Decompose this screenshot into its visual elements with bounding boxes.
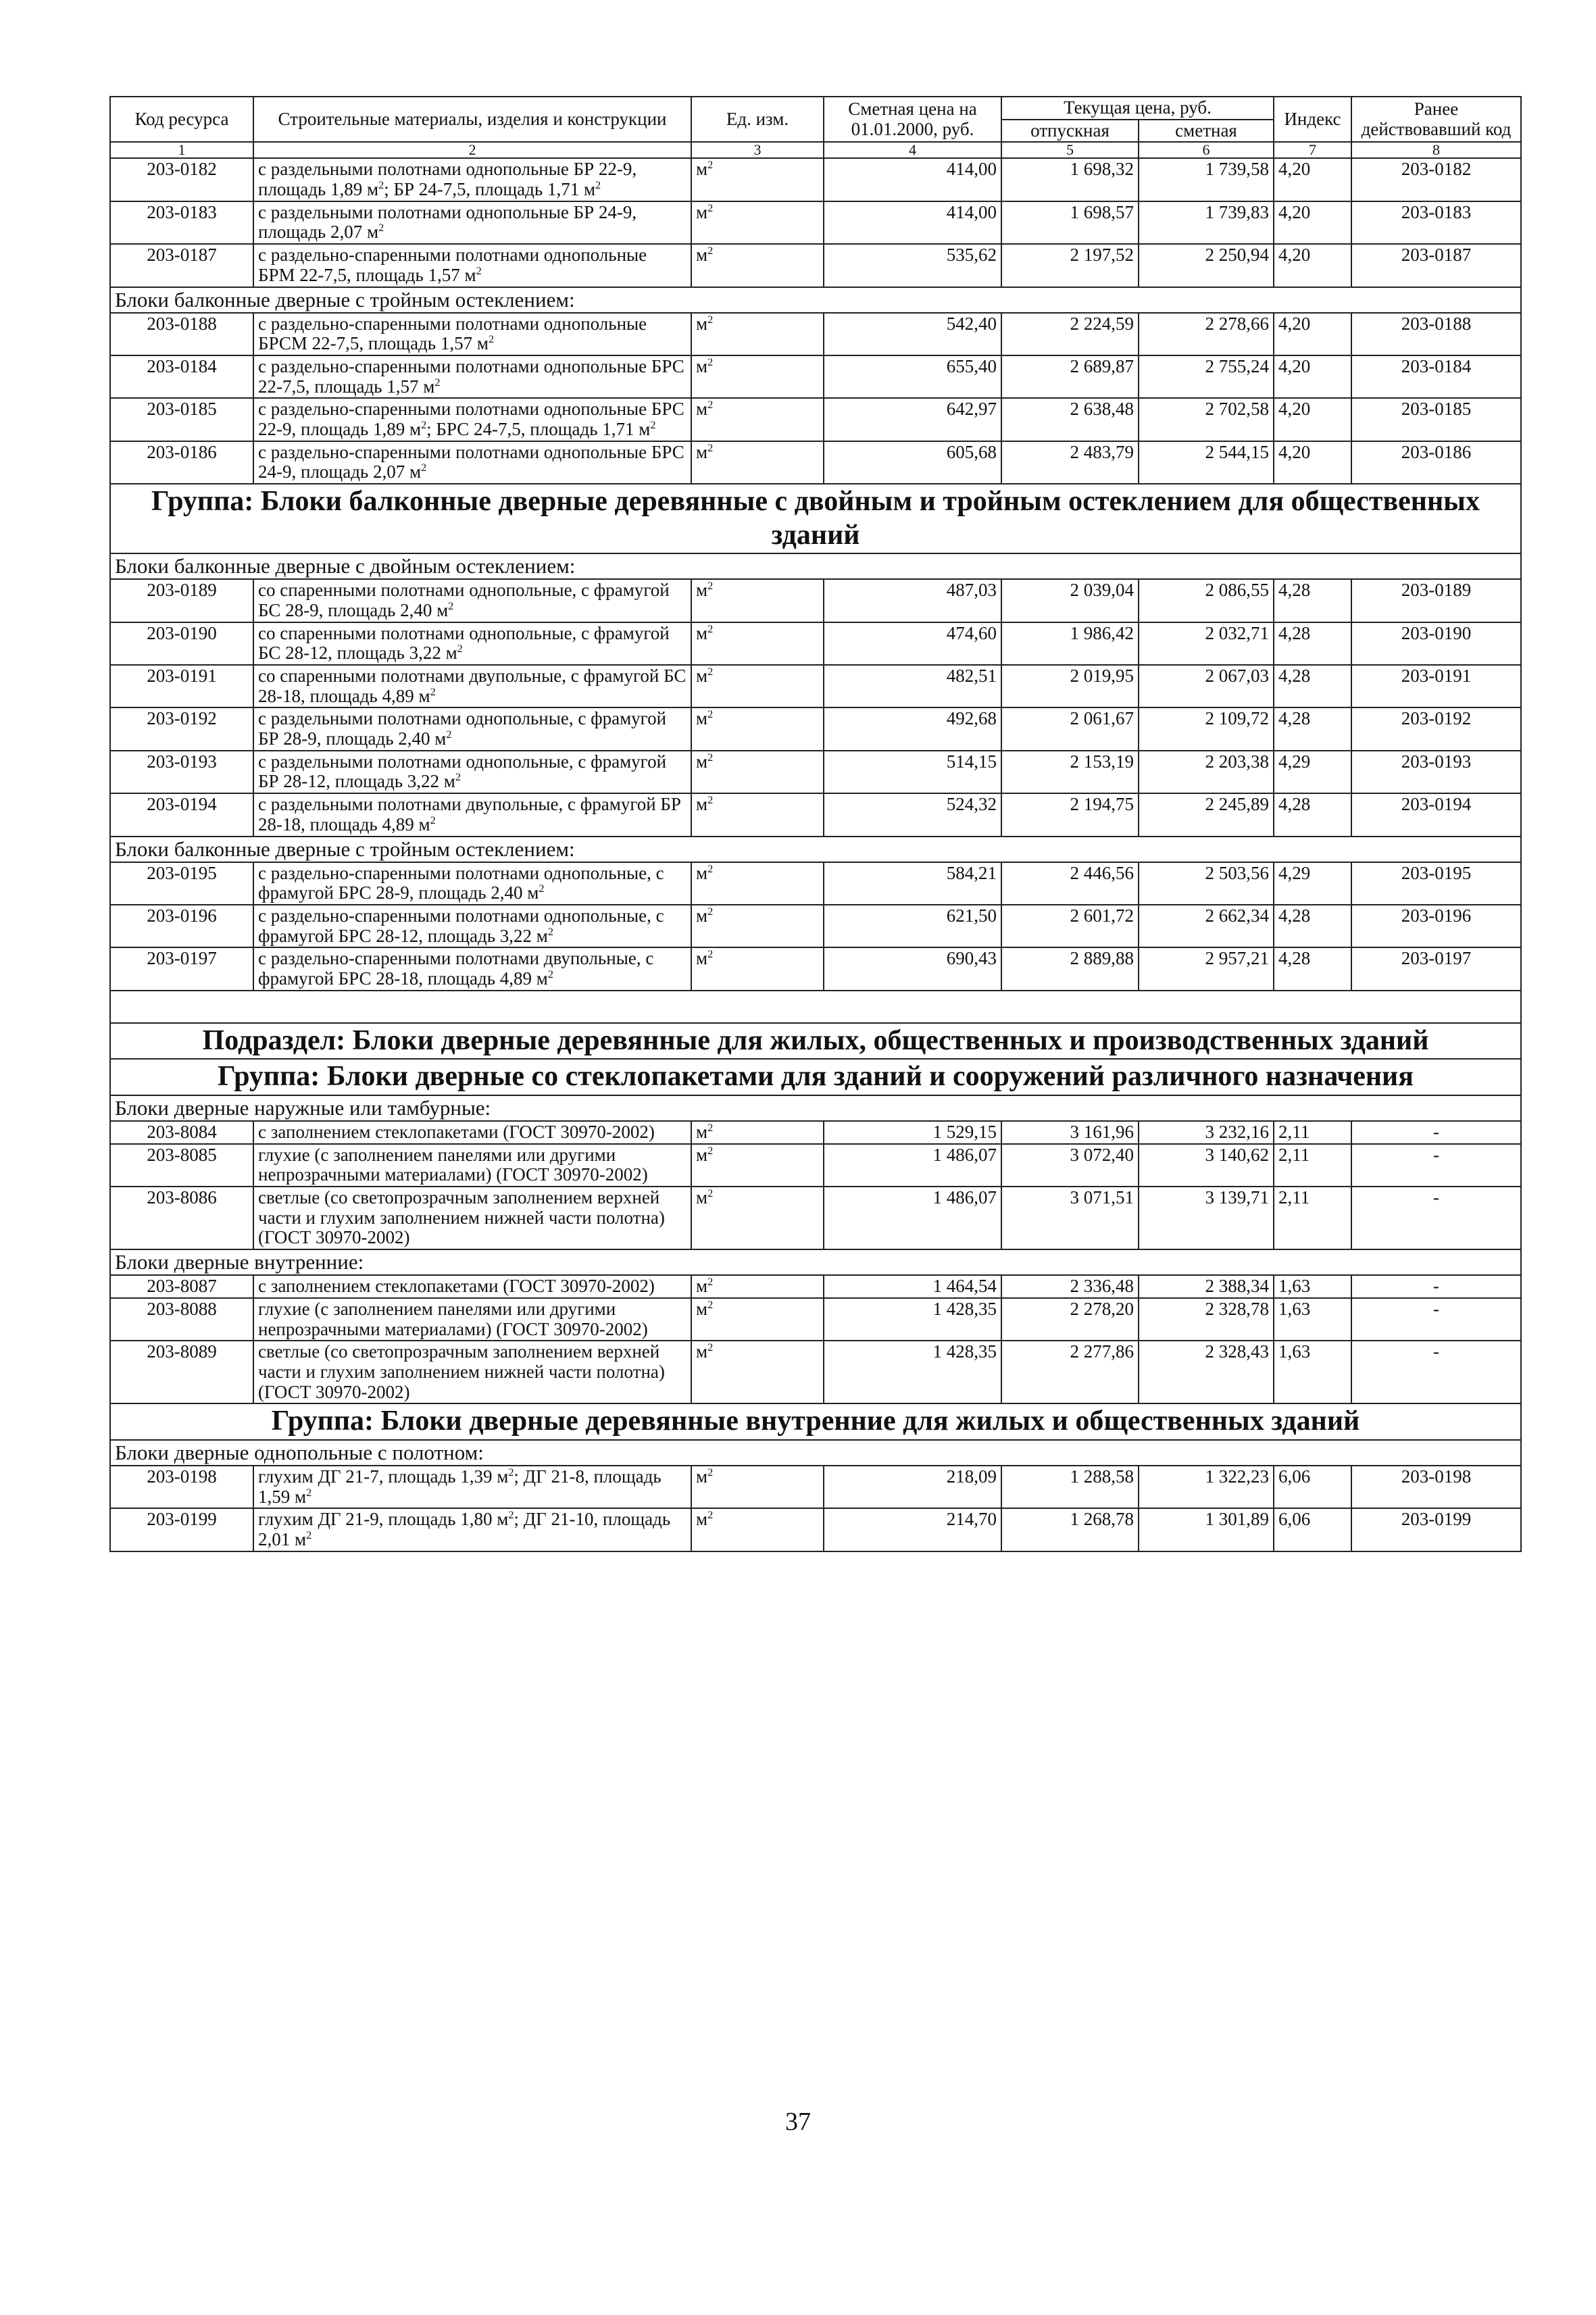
item-description: с раздельно-спаренными полотнами однопольные БРС 22-9, площадь 1,89 $м^2$; БРС 24-7,5, площадь 1,71 $м^2$ [253,398,691,441]
wholesale-price-cell: 3 071,51 [1001,1187,1139,1249]
index-cell: 4,28 [1274,707,1351,750]
unit-cell: $м^2$ [691,158,824,201]
wholesale-price-cell: 2 689,87 [1001,355,1139,398]
old-code-cell: 203-0192 [1351,707,1521,750]
unit-cell: $м^2$ [691,793,824,836]
estimate-price-cell: 2 544,15 [1139,441,1274,484]
resource-code: 203-8086 [110,1187,253,1249]
column-number: 7 [1274,142,1351,158]
unit-cell: $м^2$ [691,398,824,441]
price-2000-cell: 584,21 [824,862,1001,905]
old-code-cell: 203-0199 [1351,1508,1521,1551]
table-row [110,1121,1521,1144]
index-cell: 4,20 [1274,355,1351,398]
estimate-price-cell: 1 739,83 [1139,201,1274,244]
group-heading: Подраздел: Блоки дверные деревянные для жилых, общественных и производственных зданий [110,1023,1521,1060]
table-row [110,1466,1521,1508]
index-cell: 4,28 [1274,665,1351,707]
column-numbers-row [110,142,1521,158]
old-code-cell: 203-0189 [1351,579,1521,622]
old-code-cell: 203-0191 [1351,665,1521,707]
estimate-price-cell: 2 702,58 [1139,398,1274,441]
index-cell: 2,11 [1274,1121,1351,1144]
unit-cell: $м^2$ [691,201,824,244]
price-2000-cell: 535,62 [824,244,1001,287]
item-description: с раздельными полотнами двупольные, с фрамугой БР 28-18, площадь 4,89 $м^2$ [253,793,691,836]
item-description: с раздельными полотнами однопольные БР 22-9, площадь 1,89 $м^2$; БР 24-7,5, площадь 1,71 $м^2$ [253,158,691,201]
item-description: глухим ДГ 21-7, площадь 1,39 $м^2$; ДГ 21-8, площадь 1,59 $м^2$ [253,1466,691,1508]
group-heading: Группа: Блоки балконные дверные деревянные с двойным и тройным остеклением для общественных зданий [110,484,1521,553]
resource-code: 203-0187 [110,244,253,287]
unit-cell: $м^2$ [691,862,824,905]
resource-code: 203-8084 [110,1121,253,1144]
unit-cell: $м^2$ [691,313,824,355]
wholesale-price-cell: 1 288,58 [1001,1466,1139,1508]
header-current-price: Текущая цена, руб. [1001,97,1274,120]
resource-code: 203-8087 [110,1275,253,1298]
column-number: 8 [1351,142,1521,158]
old-code-cell: 203-0183 [1351,201,1521,244]
item-description: с раздельно-спаренными полотнами однопольные БРС 24-9, площадь 2,07 $м^2$ [253,441,691,484]
estimate-price-cell: 2 662,34 [1139,905,1274,947]
estimate-price-cell: 2 328,78 [1139,1298,1274,1341]
price-table [109,96,1522,1552]
index-cell: 4,20 [1274,158,1351,201]
old-code-cell: - [1351,1187,1521,1249]
table-row [110,751,1521,793]
wholesale-price-cell: 1 268,78 [1001,1508,1139,1551]
wholesale-price-cell: 2 061,67 [1001,707,1139,750]
index-cell: 4,20 [1274,441,1351,484]
unit-cell: $м^2$ [691,905,824,947]
wholesale-price-cell: 1 698,32 [1001,158,1139,201]
price-2000-cell: 218,09 [824,1466,1001,1508]
table-row [110,707,1521,750]
index-cell: 4,29 [1274,862,1351,905]
unit-cell: $м^2$ [691,1341,824,1403]
subheading-row [110,837,1521,862]
old-code-cell: 203-0184 [1351,355,1521,398]
column-number: 1 [110,142,253,158]
estimate-price-cell: 2 109,72 [1139,707,1274,750]
table-row [110,1298,1521,1341]
table-row [110,158,1521,201]
header-code: Код ресурса [110,97,253,142]
resource-code: 203-0195 [110,862,253,905]
old-code-cell: 203-0187 [1351,244,1521,287]
price-2000-cell: 1 486,07 [824,1144,1001,1187]
price-2000-cell: 474,60 [824,622,1001,665]
estimate-price-cell: 2 755,24 [1139,355,1274,398]
price-2000-cell: 1 486,07 [824,1187,1001,1249]
table-row [110,1275,1521,1298]
wholesale-price-cell: 1 698,57 [1001,201,1139,244]
index-cell: 4,28 [1274,793,1351,836]
price-2000-cell: 642,97 [824,398,1001,441]
resource-code: 203-8085 [110,1144,253,1187]
old-code-cell: 203-0197 [1351,947,1521,990]
group-heading: Группа: Блоки дверные со стеклопакетами для зданий и сооружений различного назначения [110,1059,1521,1095]
item-description: глухие (с заполнением панелями или другими непрозрачными материалами) (ГОСТ 30970-2002) [253,1298,691,1341]
header-index: Индекс [1274,97,1351,142]
wholesale-price-cell: 2 277,86 [1001,1341,1139,1403]
wholesale-price-cell: 2 197,52 [1001,244,1139,287]
header-price-2000: Сметная цена на 01.01.2000, руб. [824,97,1001,142]
table-row [110,244,1521,287]
wholesale-price-cell: 3 072,40 [1001,1144,1139,1187]
index-cell: 4,28 [1274,579,1351,622]
resource-code: 203-0189 [110,579,253,622]
table-row [110,1508,1521,1551]
unit-cell: $м^2$ [691,1466,824,1508]
wholesale-price-cell: 2 019,95 [1001,665,1139,707]
header-wholesale: отпускная [1001,120,1139,143]
resource-code: 203-0183 [110,201,253,244]
resource-code: 203-0197 [110,947,253,990]
estimate-price-cell: 2 067,03 [1139,665,1274,707]
estimate-price-cell: 3 232,16 [1139,1121,1274,1144]
table-row [110,355,1521,398]
index-cell: 6,06 [1274,1508,1351,1551]
resource-code: 203-8089 [110,1341,253,1403]
old-code-cell: 203-0188 [1351,313,1521,355]
item-description: с раздельно-спаренными полотнами двупольные, с фрамугой БРС 28-18, площадь 4,89 $м^2$ [253,947,691,990]
resource-code: 203-0194 [110,793,253,836]
resource-code: 203-0191 [110,665,253,707]
wholesale-price-cell: 2 446,56 [1001,862,1139,905]
subheading: Блоки дверные наружные или тамбурные: [110,1095,1521,1121]
resource-code: 203-0196 [110,905,253,947]
old-code-cell: 203-0198 [1351,1466,1521,1508]
unit-cell: $м^2$ [691,355,824,398]
estimate-price-cell: 2 250,94 [1139,244,1274,287]
estimate-price-cell: 2 245,89 [1139,793,1274,836]
wholesale-price-cell: 2 889,88 [1001,947,1139,990]
index-cell: 4,28 [1274,947,1351,990]
resource-code: 203-0198 [110,1466,253,1508]
column-number: 4 [824,142,1001,158]
price-2000-cell: 1 428,35 [824,1298,1001,1341]
item-description: со спаренными полотнами однопольные, с фрамугой БС 28-12, площадь 3,22 $м^2$ [253,622,691,665]
group-heading-row [110,1059,1521,1095]
price-2000-cell: 605,68 [824,441,1001,484]
index-cell: 1,63 [1274,1275,1351,1298]
price-2000-cell: 542,40 [824,313,1001,355]
item-description: с раздельными полотнами однопольные БР 24-9, площадь 2,07 $м^2$ [253,201,691,244]
index-cell: 4,28 [1274,905,1351,947]
old-code-cell: 203-0196 [1351,905,1521,947]
table-row [110,579,1521,622]
item-description: со спаренными полотнами однопольные, с фрамугой БС 28-9, площадь 2,40 $м^2$ [253,579,691,622]
table-row [110,1187,1521,1249]
item-description: с заполнением стеклопакетами (ГОСТ 30970-2002) [253,1121,691,1144]
unit-cell: $м^2$ [691,244,824,287]
unit-cell: $м^2$ [691,1508,824,1551]
unit-cell: $м^2$ [691,1298,824,1341]
estimate-price-cell: 2 388,34 [1139,1275,1274,1298]
subheading-row [110,553,1521,579]
column-number: 2 [253,142,691,158]
table-row [110,905,1521,947]
subheading-row [110,1440,1521,1466]
index-cell: 1,63 [1274,1298,1351,1341]
item-description: глухим ДГ 21-9, площадь 1,80 $м^2$; ДГ 21-10, площадь 2,01 $м^2$ [253,1508,691,1551]
page-number: 37 [785,2108,811,2136]
estimate-price-cell: 2 203,38 [1139,751,1274,793]
unit-cell: $м^2$ [691,441,824,484]
column-number: 3 [691,142,824,158]
unit-cell: $м^2$ [691,1121,824,1144]
unit-cell: $м^2$ [691,947,824,990]
item-description: со спаренными полотнами двупольные, с фрамугой БС 28-18, площадь 4,89 $м^2$ [253,665,691,707]
price-2000-cell: 214,70 [824,1508,1001,1551]
resource-code: 203-0192 [110,707,253,750]
table-header [110,97,1521,158]
subheading: Блоки балконные дверные с двойным остеклением: [110,553,1521,579]
resource-code: 203-0182 [110,158,253,201]
estimate-price-cell: 2 278,66 [1139,313,1274,355]
subheading-row [110,1095,1521,1121]
estimate-price-cell: 2 032,71 [1139,622,1274,665]
wholesale-price-cell: 1 986,42 [1001,622,1139,665]
index-cell: 4,20 [1274,201,1351,244]
wholesale-price-cell: 2 153,19 [1001,751,1139,793]
price-2000-cell: 1 529,15 [824,1121,1001,1144]
wholesale-price-cell: 2 194,75 [1001,793,1139,836]
old-code-cell: - [1351,1298,1521,1341]
table-row [110,1341,1521,1403]
old-code-cell: 203-0185 [1351,398,1521,441]
old-code-cell: 203-0194 [1351,793,1521,836]
wholesale-price-cell: 2 638,48 [1001,398,1139,441]
index-cell: 2,11 [1274,1144,1351,1187]
wholesale-price-cell: 3 161,96 [1001,1121,1139,1144]
header-unit: Ед. изм. [691,97,824,142]
item-description: с раздельно-спаренными полотнами однопольные БРС 22-7,5, площадь 1,57 $м^2$ [253,355,691,398]
price-2000-cell: 524,32 [824,793,1001,836]
estimate-price-cell: 2 328,43 [1139,1341,1274,1403]
resource-code: 203-0190 [110,622,253,665]
old-code-cell: - [1351,1275,1521,1298]
table-row [110,398,1521,441]
item-description: с раздельно-спаренными полотнами однопольные, с фрамугой БРС 28-9, площадь 2,40 $м^2$ [253,862,691,905]
old-code-cell: - [1351,1121,1521,1144]
estimate-price-cell: 1 739,58 [1139,158,1274,201]
wholesale-price-cell: 2 224,59 [1001,313,1139,355]
index-cell: 2,11 [1274,1187,1351,1249]
subheading-row [110,287,1521,313]
subheading: Блоки дверные однопольные с полотном: [110,1440,1521,1466]
price-2000-cell: 487,03 [824,579,1001,622]
estimate-price-cell: 2 957,21 [1139,947,1274,990]
old-code-cell: - [1351,1144,1521,1187]
group-heading-row [110,484,1521,553]
price-2000-cell: 1 464,54 [824,1275,1001,1298]
item-description: с раздельно-спаренными полотнами однопольные БРСМ 22-7,5, площадь 1,57 $м^2$ [253,313,691,355]
unit-cell: $м^2$ [691,1144,824,1187]
unit-cell: $м^2$ [691,1187,824,1249]
wholesale-price-cell: 2 483,79 [1001,441,1139,484]
unit-cell: $м^2$ [691,579,824,622]
wholesale-price-cell: 2 336,48 [1001,1275,1139,1298]
table-row [110,1144,1521,1187]
item-description: с раздельными полотнами однопольные, с фрамугой БР 28-9, площадь 2,40 $м^2$ [253,707,691,750]
index-cell: 4,28 [1274,622,1351,665]
price-2000-cell: 514,15 [824,751,1001,793]
old-code-cell: 203-0190 [1351,622,1521,665]
index-cell: 4,29 [1274,751,1351,793]
resource-code: 203-0185 [110,398,253,441]
old-code-cell: 203-0182 [1351,158,1521,201]
unit-cell: $м^2$ [691,622,824,665]
old-code-cell: 203-0186 [1351,441,1521,484]
index-cell: 1,63 [1274,1341,1351,1403]
price-2000-cell: 414,00 [824,201,1001,244]
resource-code: 203-0199 [110,1508,253,1551]
index-cell: 6,06 [1274,1466,1351,1508]
table-row [110,622,1521,665]
table-row [110,862,1521,905]
wholesale-price-cell: 2 278,20 [1001,1298,1139,1341]
wholesale-price-cell: 2 039,04 [1001,579,1139,622]
estimate-price-cell: 1 301,89 [1139,1508,1274,1551]
item-description: глухие (с заполнением панелями или другими непрозрачными материалами) (ГОСТ 30970-2002) [253,1144,691,1187]
table-row [110,793,1521,836]
resource-code: 203-0188 [110,313,253,355]
subheading: Блоки балконные дверные с тройным остеклением: [110,287,1521,313]
column-number: 5 [1001,142,1139,158]
price-2000-cell: 690,43 [824,947,1001,990]
unit-cell: $м^2$ [691,751,824,793]
old-code-cell: - [1351,1341,1521,1403]
group-heading-row [110,1023,1521,1060]
price-2000-cell: 621,50 [824,905,1001,947]
subheading: Блоки балконные дверные с тройным остеклением: [110,837,1521,862]
group-heading-row [110,1403,1521,1440]
table-row [110,947,1521,990]
table-row [110,441,1521,484]
item-description: с раздельно-спаренными полотнами однопольные БРМ 22-7,5, площадь 1,57 $м^2$ [253,244,691,287]
price-2000-cell: 655,40 [824,355,1001,398]
estimate-price-cell: 3 140,62 [1139,1144,1274,1187]
estimate-price-cell: 3 139,71 [1139,1187,1274,1249]
old-code-cell: 203-0193 [1351,751,1521,793]
wholesale-price-cell: 2 601,72 [1001,905,1139,947]
unit-cell: $м^2$ [691,665,824,707]
subheading: Блоки дверные внутренние: [110,1249,1521,1275]
spacer [110,991,1521,1023]
estimate-price-cell: 2 086,55 [1139,579,1274,622]
index-cell: 4,20 [1274,244,1351,287]
header-name: Строительные материалы, изделия и конструкции [253,97,691,142]
table-row [110,201,1521,244]
item-description: светлые (со светопрозрачным заполнением верхней части и глухим заполнением нижней части полотна) (ГОСТ 30970-2002) [253,1341,691,1403]
resource-code: 203-0193 [110,751,253,793]
resource-code: 203-8088 [110,1298,253,1341]
estimate-price-cell: 1 322,23 [1139,1466,1274,1508]
item-description: с раздельно-спаренными полотнами однопольные, с фрамугой БРС 28-12, площадь 3,22 $м^2$ [253,905,691,947]
item-description: с заполнением стеклопакетами (ГОСТ 30970-2002) [253,1275,691,1298]
table-row [110,313,1521,355]
spacer-row [110,991,1521,1023]
group-heading: Группа: Блоки дверные деревянные внутренние для жилых и общественных зданий [110,1403,1521,1440]
header-old-code: Ранее действовавший код [1351,97,1521,142]
subheading-row [110,1249,1521,1275]
table-body [110,158,1521,1551]
resource-code: 203-0186 [110,441,253,484]
price-2000-cell: 1 428,35 [824,1341,1001,1403]
price-2000-cell: 492,68 [824,707,1001,750]
price-2000-cell: 482,51 [824,665,1001,707]
price-2000-cell: 414,00 [824,158,1001,201]
column-number: 6 [1139,142,1274,158]
old-code-cell: 203-0195 [1351,862,1521,905]
resource-code: 203-0184 [110,355,253,398]
header-estimate: сметная [1139,120,1274,143]
table-row [110,665,1521,707]
item-description: с раздельными полотнами однопольные, с фрамугой БР 28-12, площадь 3,22 $м^2$ [253,751,691,793]
index-cell: 4,20 [1274,313,1351,355]
item-description: светлые (со светопрозрачным заполнением верхней части и глухим заполнением нижней части полотна) (ГОСТ 30970-2002) [253,1187,691,1249]
unit-cell: $м^2$ [691,707,824,750]
index-cell: 4,20 [1274,398,1351,441]
unit-cell: $м^2$ [691,1275,824,1298]
estimate-price-cell: 2 503,56 [1139,862,1274,905]
